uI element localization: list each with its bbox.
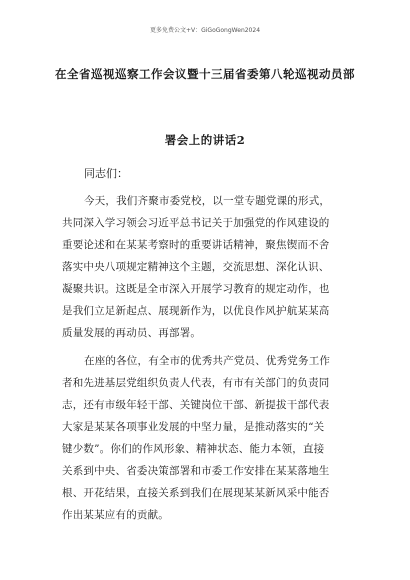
- document-title-line-1: 在全省巡视巡察工作会议暨十三届省委第八轮巡视动员部: [55, 67, 355, 81]
- paragraph-line: 者和先进基层党组织负责人代表，有市有关部门的负责同: [62, 377, 330, 389]
- paragraph-line: 大家是某某各项事业发展的中坚力量，是推动落实的“关: [62, 421, 325, 433]
- salutation: 同志们：: [84, 167, 128, 180]
- paragraph-line: 关系到中央、省委决策部署和市委工作安排在某某落地生: [62, 465, 330, 477]
- header-note: 更多免费公文+V：GiGoGongWen2024: [149, 27, 261, 34]
- paragraph-line: 凝聚共识。这既是全市深入开展学习教育的规定动作，也: [62, 283, 330, 295]
- document-title-line-2: 署会上的讲话2: [164, 133, 246, 147]
- paragraph-line: 作出某某应有的贡献。: [62, 509, 169, 521]
- paragraph-line: 键少数”。你们的作风形象、精神状态、能力本领，直接: [62, 443, 325, 455]
- paragraph-line: 落实中央八项规定精神这个主题，交流思想、深化认识、: [62, 261, 330, 273]
- paragraph-line: 重要论述和在某某考察时的重要讲话精神，聚焦锲而不舍: [62, 239, 330, 251]
- paragraph-line: 在座的各位，有全市的优秀共产党员、优秀党务工作: [84, 355, 331, 367]
- paragraph-line: 质量发展的再动员、再部署。: [62, 327, 202, 339]
- paragraph-line: 志，还有市级年轻干部、关键岗位干部、新提拔干部代表: [62, 399, 330, 411]
- paragraph-line: 根、开花结果，直接关系到我们在展现某某新风采中能否: [62, 487, 330, 499]
- paragraph-line: 今天，我们齐聚市委党校，以一堂专题党课的形式，: [84, 195, 331, 207]
- paragraph-line: 是我们立足新起点、展现新作为，以优良作风护航某某高: [62, 305, 330, 317]
- paragraph-line: 共同深入学习领会习近平总书记关于加强党的作风建设的: [62, 217, 330, 229]
